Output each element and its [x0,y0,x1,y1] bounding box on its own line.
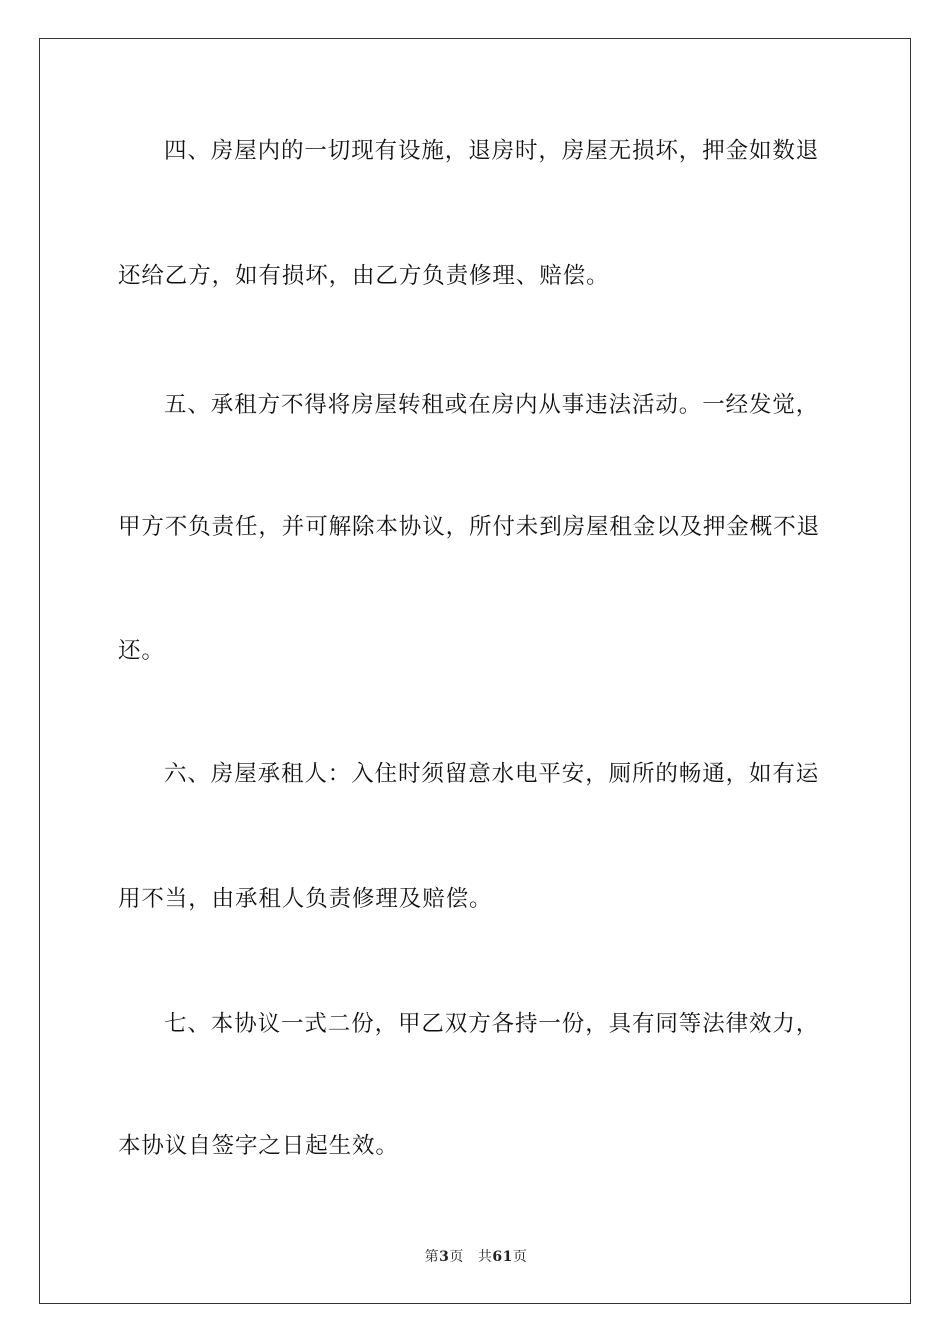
total-suffix: 页 [512,1249,528,1265]
page-suffix: 页 [449,1249,464,1265]
paragraph-6-line-2: 用不当，由承租人负责修理及赔偿。 [118,886,493,912]
page-number: 3 [439,1249,450,1265]
paragraph-4-line-2: 还给乙方，如有损坏，由乙方负责修理、赔偿。 [118,263,610,289]
total-prefix: 共 [477,1249,493,1265]
total-pages: 61 [492,1249,513,1265]
page-prefix: 第 [424,1249,440,1265]
paragraph-6-line-1: 六、房屋承租人：入住时须留意水电平安，厕所的畅通，如有运 [164,761,820,787]
paragraph-7-line-2: 本协议自签字之日起生效。 [118,1133,399,1159]
paragraph-5-line-3: 还。 [118,638,165,664]
paragraph-4-line-1: 四、房屋内的一切现有设施，退房时，房屋无损坏，押金如数退 [164,138,820,164]
paragraph-7-line-1: 七、本协议一式二份，甲乙双方各持一份，具有同等法律效力， [164,1011,820,1037]
paragraph-5-line-1: 五、承租方不得将房屋转租或在房内从事违法活动。一经发觉， [164,392,820,418]
page-footer [40,1246,912,1266]
page-frame [39,38,911,1304]
paragraph-5-line-2: 甲方不负责任，并可解除本协议，所付未到房屋租金以及押金概不退 [118,514,821,540]
